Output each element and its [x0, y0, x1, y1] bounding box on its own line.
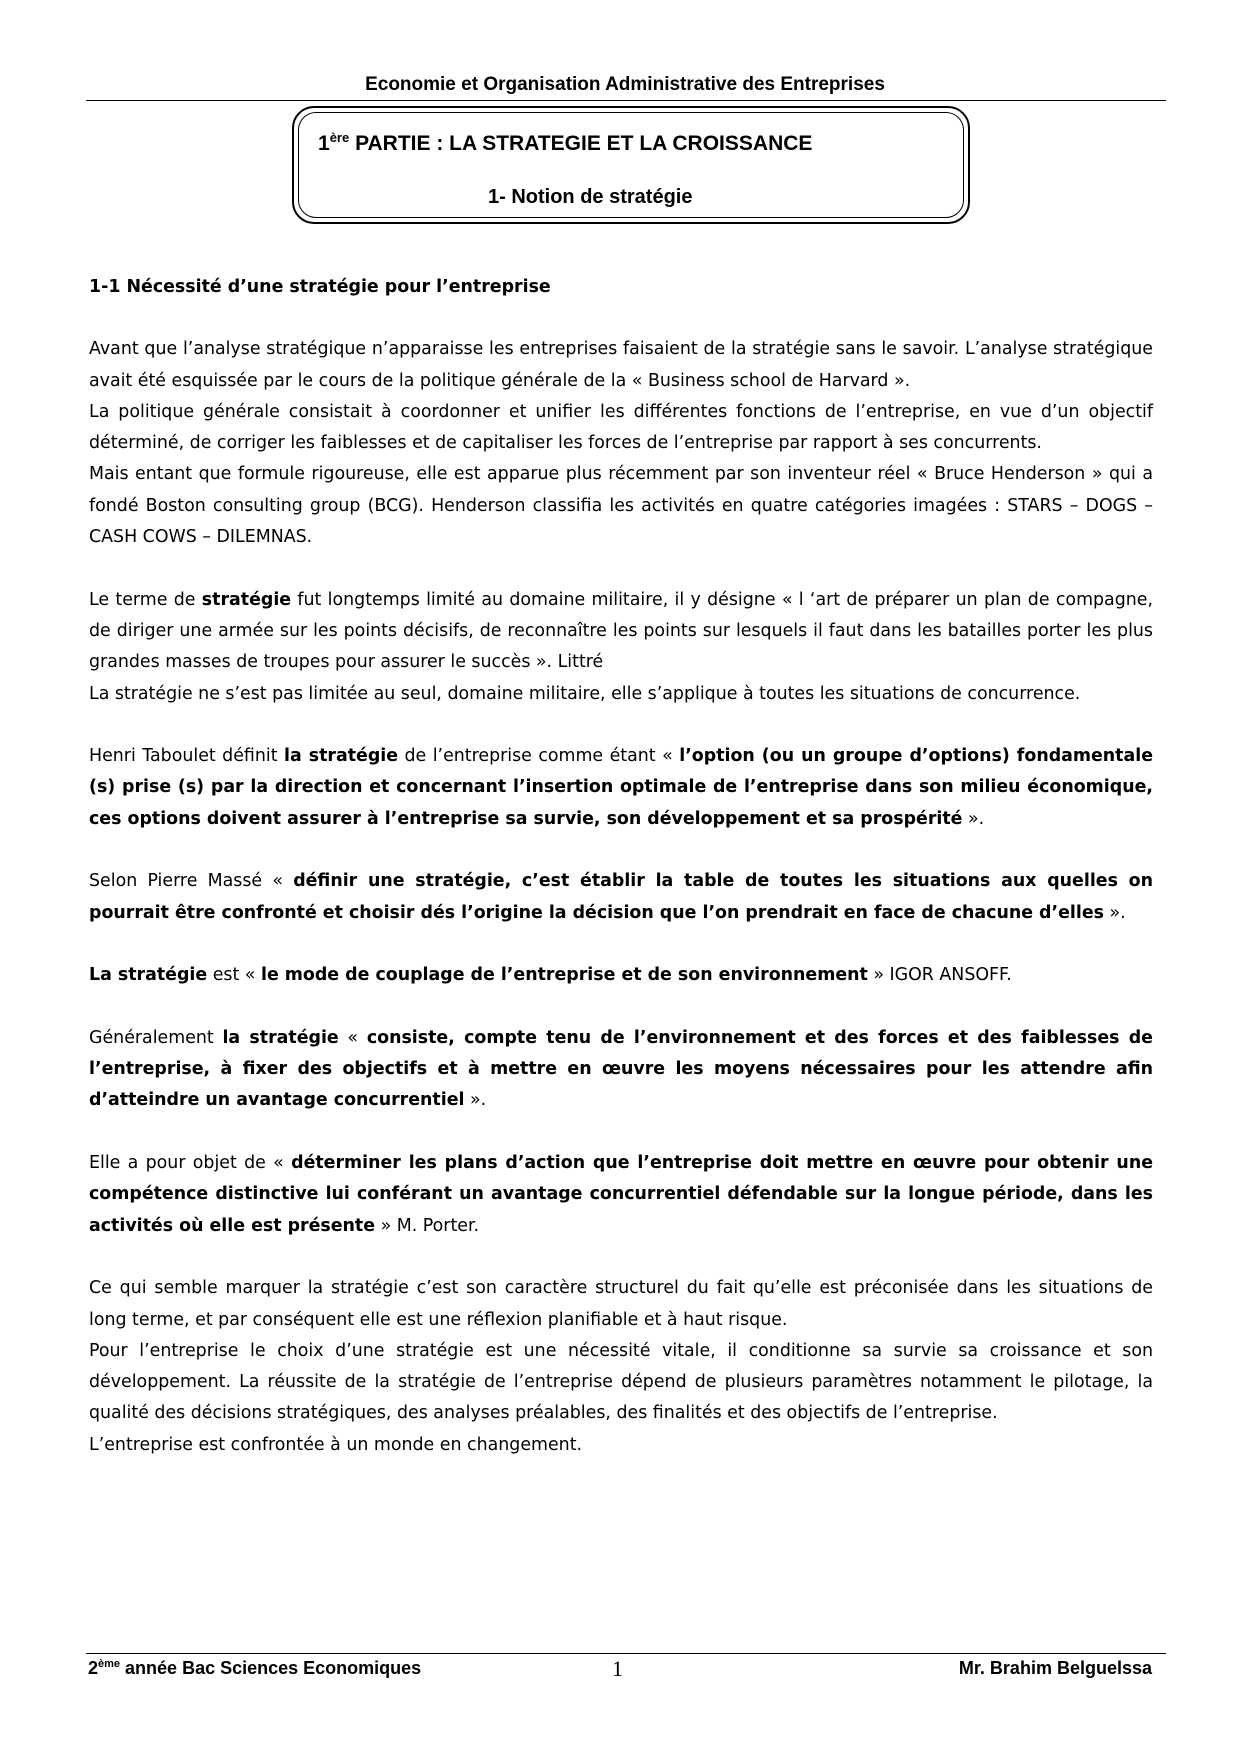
paragraph: L’entreprise est confrontée à un monde en changement. [89, 1434, 583, 1455]
paragraph [89, 960, 1153, 991]
header-title: Economie et Organisation Administrative des Entreprises [365, 74, 885, 95]
paragraph [89, 1148, 1153, 1242]
text-run: fut longtemps limité au domaine militaire, il y désigne « l ‘art de préparer un plan de compagne, de diriger une armée sur les points décisifs, de reconnaître les points sur lesquels il faut dans les batailles porter les plus grandes masses de troupes pour assurer le succès ». Littré [89, 589, 1153, 673]
text-run: Généralement [89, 1027, 223, 1048]
footer-level-number: 2 [88, 1658, 99, 1678]
text-run: « [338, 1027, 367, 1048]
text-run: » IGOR ANSOFF. [867, 965, 1012, 986]
paragraph [89, 866, 1153, 929]
footer-author: Mr. Brahim Belguelssa [958, 1658, 1152, 1678]
text-run: » M. Porter. [375, 1215, 480, 1236]
bold-run: la stratégie [284, 746, 399, 767]
section-heading: 1-1 Nécessité d’une stratégie pour l’entreprise [89, 277, 551, 297]
paragraph: Pour l’entreprise le choix d’une stratégie est une nécessité vitale, il conditionne sa survie sa croissance et son développement. La réussite de la stratégie de l’entreprise dépend de plusieurs paramètres notamment le pilotage, la qualité des décisions stratégiques, des analyses préalables, des finalités et des objectifs de l’entreprise. [89, 1340, 1153, 1424]
part-number: 1 [318, 132, 330, 155]
paragraph: Ce qui semble marquer la stratégie c’est son caractère structurel du fait qu’elle est préconisée dans les situations de long terme, et par conséquent elle est une réflexion planifiable et à haut risque. [89, 1278, 1153, 1330]
bold-run: stratégie [201, 589, 292, 610]
text-run: de l’entreprise comme étant « [398, 746, 680, 767]
paragraph [89, 1023, 1153, 1117]
part-title [318, 130, 812, 156]
bold-run: l’option (ou un groupe d’options) fondamentale (s) prise (s) par la direction et concernant l’insertion optimale de l’entreprise dans son milieu économique, ces options doivent assurer à l’entreprise sa survie, son développement et sa prospérité [89, 746, 1153, 829]
part-title-text: PARTIE : LA STRATEGIE ET LA CROISSANCE [355, 132, 813, 155]
chapter-title: 1- Notion de stratégie [488, 186, 693, 208]
text-run: Henri Taboulet définit [89, 746, 285, 767]
part-superscript: ère [329, 130, 350, 145]
paragraph [89, 585, 1153, 679]
header-rule [86, 100, 1166, 101]
text-run: ». [962, 808, 985, 829]
bold-run: définir une stratégie, c’est établir la table de toutes les situations aux quelles on pourrait être confronté et choisir dés l’origine la décision que l’on prendrait en face de chacune d’elles [89, 871, 1153, 923]
footer-level-text: année Bac Sciences Economiques [120, 1658, 422, 1678]
text-run: Selon Pierre Massé « [89, 871, 294, 892]
text-run: Le terme de [89, 589, 202, 610]
paragraph: Avant que l’analyse stratégique n’apparaisse les entreprises faisaient de la stratégie sans le savoir. L’analyse stratégique avait été esquissée par le cours de la politique générale de la « Business school de Harvard ». [89, 339, 1153, 391]
bold-run: la stratégie [222, 1027, 339, 1048]
main-content [89, 272, 1153, 1461]
text-run: est « [207, 965, 261, 986]
footer-level-superscript: ème [98, 1658, 121, 1670]
text-run: ». [464, 1090, 487, 1111]
page-number: 1 [612, 1656, 623, 1681]
bold-run: déterminer les plans d’action que l’entreprise doit mettre en œuvre pour obtenir une compétence distinctive lui conférant un avantage concurrentiel défendable sur la longue période, dans les activités où elle est présente [89, 1153, 1153, 1236]
footer-level [88, 1658, 421, 1679]
footer-rule [86, 1653, 1166, 1654]
paragraph [89, 741, 1153, 835]
text-run: Elle a pour objet de « [89, 1153, 292, 1174]
paragraph: Mais entant que formule rigoureuse, elle est apparue plus récemment par son inventeur réel « Bruce Henderson » qui a fondé Boston consulting group (BCG). Henderson classifia les activités en quatre catégories imagées : STARS – DOGS – CASH COWS – DILEMNAS. [89, 464, 1153, 548]
paragraph: La politique générale consistait à coordonner et unifier les différentes fonctions de l’entreprise, en vue d’un objectif déterminé, de corriger les faiblesses et de capitaliser les forces de l’entreprise par rapport à ses concurrents. [89, 401, 1153, 454]
paragraph: La stratégie ne s’est pas limitée au seul, domaine militaire, elle s’applique à toutes les situations de concurrence. [89, 683, 1081, 704]
text-run: ». [1103, 902, 1126, 923]
bold-run: consiste, compte tenu de l’environnement et des forces et des faiblesses de l’entreprise, à fixer des objectifs et à mettre en œuvre les moyens nécessaires pour les attendre afin d’atteindre un avantage concurrentiel [89, 1027, 1153, 1111]
bold-run: La stratégie [89, 965, 208, 986]
bold-run: le mode de couplage de l’entreprise et de son environnement [260, 965, 868, 986]
